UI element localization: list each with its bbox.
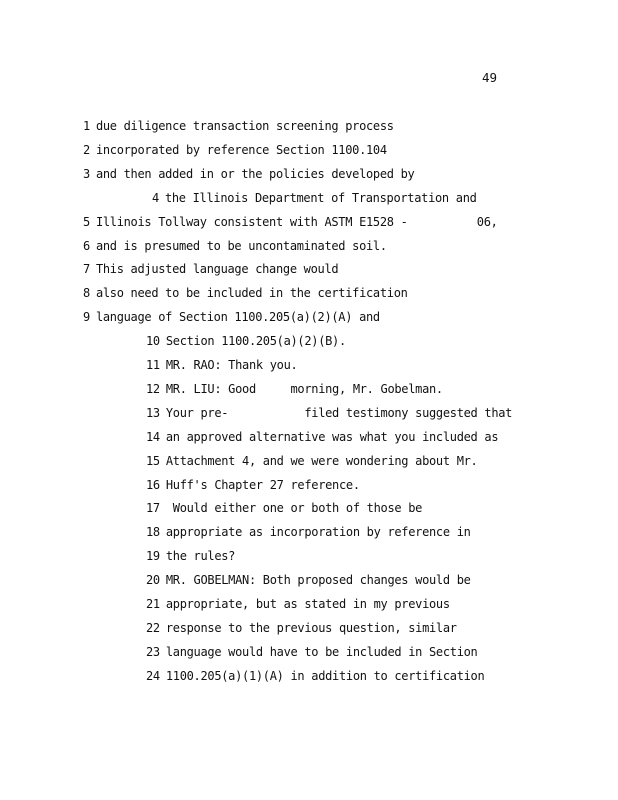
transcript-line [83,119,394,133]
line-number: 4 [152,190,159,205]
transcript-line [83,286,408,300]
line-text: response to the previous question, similar [165,620,457,635]
line-text: incorporated by reference Section 1100.104 [95,142,387,157]
line-text: Would either one or both of those be [165,501,423,516]
line-number: 23 [146,644,160,659]
line-text: Section 1100.205(a)(2)(B). [165,334,346,349]
transcript-line [83,310,380,324]
line-text: language would have to be included in Section [165,644,478,659]
line-text: language of Section 1100.205(a)(2)(A) and [95,310,380,325]
line-number: 7 [83,262,90,277]
line-text: appropriate, but as stated in my previous [165,597,450,611]
transcript-line [146,525,471,539]
line-text: the rules? [165,549,236,564]
line-text: Attachment 4, and we were wondering about Mr. [165,453,478,468]
line-text: due diligence transaction screening process [95,119,394,133]
line-text: MR. GOBELMAN: Both proposed changes would be [165,573,471,588]
line-number: 13 [146,405,160,420]
transcript-line [146,573,471,587]
line-number: 12 [146,381,160,396]
line-text: MR. LIU: Good morning, Mr. Gobelman. [165,381,443,396]
line-number: 10 [146,334,160,349]
transcript-line [146,621,457,635]
line-text: an approved alternative was what you included as [165,429,499,444]
transcript-line [83,143,387,157]
transcript-line [146,669,484,683]
transcript-line [146,430,498,444]
line-number: 15 [146,453,160,468]
line-text: Your pre- filed testimony suggested that [165,405,513,420]
transcript-line [83,239,387,253]
transcript-line [146,645,477,659]
line-number: 14 [146,429,160,444]
line-number: 24 [146,668,160,683]
transcript-line [146,501,422,515]
page-number: 49 [482,70,498,85]
transcript-line [146,597,450,611]
line-number: 22 [146,620,160,635]
transcript-line [146,406,512,420]
line-text: 1100.205(a)(1)(A) in addition to certification [165,668,485,683]
line-number: 20 [146,573,160,588]
line-number: 16 [146,477,160,492]
transcript-line [146,358,297,372]
transcript-line [83,262,338,276]
line-number: 9 [83,310,90,325]
line-text: the Illinois Department of Transportation and [164,190,477,205]
line-text: Illinois Tollway consistent with ASTM E1528 - 06, [95,214,498,229]
transcript-line [152,191,477,205]
transcript-line [146,334,346,348]
line-text: also need to be included in the certification [95,286,408,301]
transcript-line [146,454,477,468]
line-number: 3 [83,166,90,181]
line-text: This adjusted language change would [95,262,339,277]
line-number: 6 [83,238,90,253]
line-number: 18 [146,525,160,540]
line-number: 11 [146,358,160,372]
line-number: 19 [146,549,160,564]
transcript-line [146,478,360,492]
line-text: MR. RAO: Thank you. [165,358,298,372]
line-number: 1 [83,119,90,133]
transcript-line [146,549,235,563]
transcript-line [146,382,443,396]
line-text: appropriate as incorporation by reference in [165,525,471,540]
transcript-line [83,215,498,229]
line-text: and is presumed to be uncontaminated soil. [95,238,387,253]
line-number: 17 [146,501,160,516]
line-text: and then added in or the policies developed by [95,166,415,181]
line-text: Huff's Chapter 27 reference. [165,477,360,492]
line-number: 5 [83,214,90,229]
line-number: 8 [83,286,90,301]
transcript-line [83,167,414,181]
line-number: 2 [83,142,90,157]
line-number: 21 [146,597,160,611]
